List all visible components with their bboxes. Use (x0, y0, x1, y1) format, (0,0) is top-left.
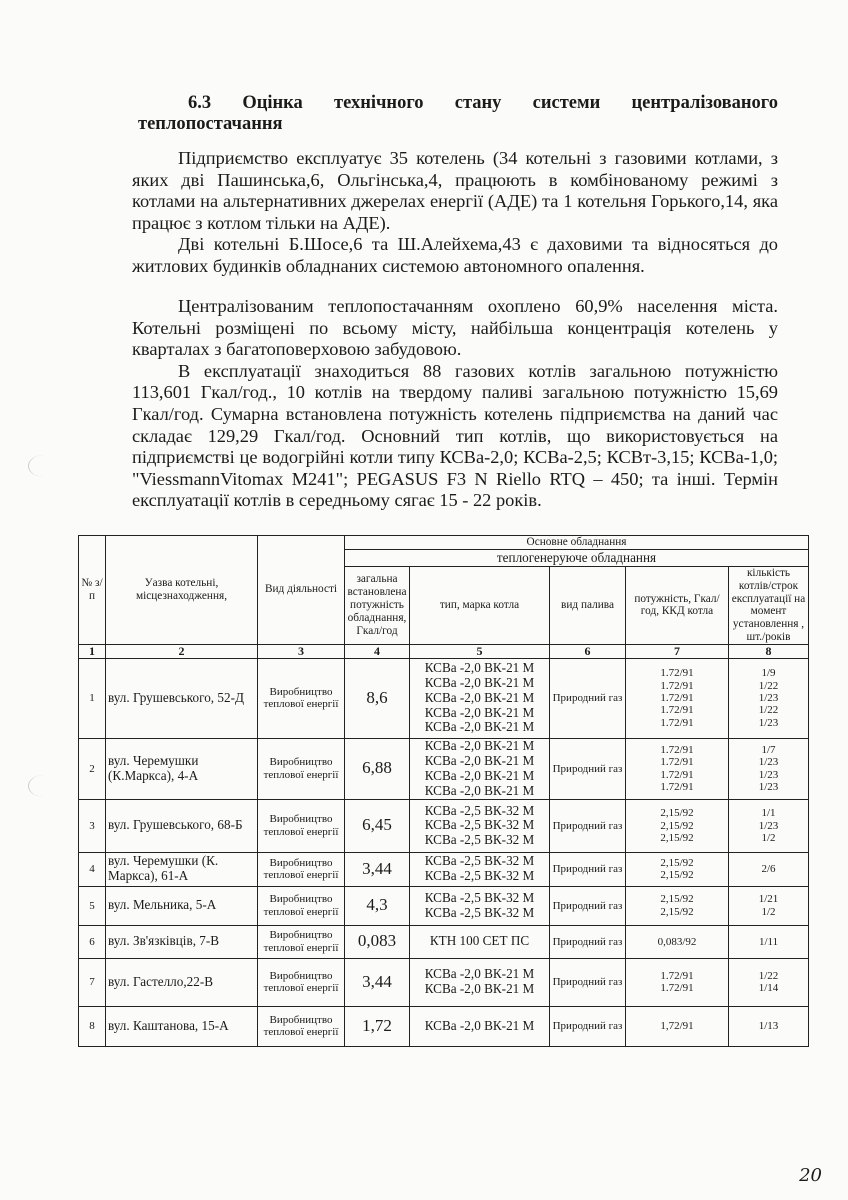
boiler-count-line: 1/22 (758, 969, 779, 982)
boiler-count-line: 1/23 (758, 716, 779, 729)
boiler-count-line: 1/14 (758, 982, 779, 995)
power-efficiency-line: 1.72/91 (660, 692, 694, 705)
power-efficiency-line: 1.72/91 (660, 982, 694, 995)
heading-word: технічного (334, 93, 424, 113)
activity-type: Виробництво теплової енергії (258, 658, 345, 738)
boiler-house-name: вул. Грушевського, 52-Д (106, 658, 258, 738)
boiler-model-line: КСВа -2,0 ВК-21 М (424, 752, 535, 768)
boiler-model-line: КСВа -2,0 ВК-21 М (424, 719, 535, 735)
paragraph: Централізованим теплопостачанням охоплено 60,9% населення міста. Котельні розміщені по всьому місту, найбільша концентрація котелень у кварталах з багатоповерховою забудовою. (132, 296, 778, 360)
boiler-house-name: вул. Гастелло,22-В (106, 958, 258, 1006)
boiler-model-line: КСВа -2,0 ВК-21 М (424, 704, 535, 720)
column-number: 3 (258, 644, 345, 658)
boiler-count (729, 738, 809, 799)
power-efficiency (626, 738, 729, 799)
power-efficiency-line: 0,083/92 (657, 935, 697, 948)
paragraph: В експлуатації знаходиться 88 газових котлів загальною потужністю 113,601 Гкал/год., 10 котлів на твердому паливі загальною потужністю 15,69 Гкал/год. Сумарна встановлена потужність котелень підприємства на даний час складає 129,29 Гкал/год. Основний тип котлів, що використовується на підприємстві це водогрійні котли типу КСВа-2,0; КСВа-2,5; КСВт-3,15; КСВа-1,0; "ViessmannVitomax M241"; PEGASUS F3 N Riello RTQ – 450; та інші. Термін експлуатації котлів в середньому сягає 15 - 22 років. (132, 360, 778, 511)
power-efficiency (626, 658, 729, 738)
boiler-count (729, 958, 809, 1006)
table-row (79, 925, 809, 958)
boiler-model-line: КТН 100 СЕТ ПС (429, 933, 530, 949)
header-activity: Вид діяльності (258, 536, 345, 645)
fuel-type: Природний газ (550, 886, 626, 925)
boiler-count-line: 1/2 (761, 831, 776, 844)
power-efficiency-line: 2,15/92 (660, 905, 694, 918)
heading-word: централізованого (631, 93, 778, 113)
fuel-type: Природний газ (550, 852, 626, 886)
power-efficiency-line: 1.72/91 (660, 781, 694, 794)
boiler-count-line: 1/23 (758, 692, 779, 705)
boiler-model (410, 925, 550, 958)
boiler-house-name: вул. Черемушки (К.Маркса), 4-А (106, 738, 258, 799)
boiler-count-line: 1/11 (758, 935, 779, 948)
table-row (79, 852, 809, 886)
section-number: 6.3 (188, 93, 212, 113)
boiler-model (410, 658, 550, 738)
activity-type: Виробництво теплової енергії (258, 925, 345, 958)
column-number-row (79, 644, 809, 658)
row-number: 2 (79, 738, 106, 799)
boiler-count (729, 799, 809, 852)
punch-hole-mark (28, 455, 59, 477)
boiler-model (410, 799, 550, 852)
paragraph: Дві котельні Б.Шосе,6 та Ш.Алейхема,43 є даховими та відносяться до житлових будинків обладнаних системою автономного опалення. (132, 234, 778, 276)
row-number: 1 (79, 658, 106, 738)
power-efficiency-line: 1,72/91 (660, 1020, 694, 1033)
equipment-table (78, 535, 809, 1047)
boiler-model-line: КСВа -2,5 ВК-32 М (424, 904, 535, 920)
boiler-count-line: 1/23 (758, 819, 779, 832)
power-efficiency-line: 2,15/92 (660, 807, 694, 820)
header-main-equipment: Основне обладнання (345, 536, 809, 550)
boiler-count-line: 1/1 (761, 807, 776, 820)
boiler-house-name: вул. Зв'язківців, 7-В (106, 925, 258, 958)
boiler-count-line: 1/23 (758, 768, 779, 781)
row-number: 3 (79, 799, 106, 852)
column-number: 4 (345, 644, 410, 658)
power-efficiency-line: 1.72/91 (660, 743, 694, 756)
boiler-count-line: 1/13 (758, 1020, 779, 1033)
header-count: кількість котлів/строк експлуатації на момент установлення , шт./років (729, 567, 809, 645)
column-number: 6 (550, 644, 626, 658)
boiler-model-line: КСВа -2,0 ВК-21 М (424, 782, 535, 798)
boiler-model-line: КСВа -2,5 ВК-32 М (424, 889, 535, 905)
power-efficiency-line: 1.72/91 (660, 667, 694, 680)
heading-word: Оцінка (242, 93, 303, 113)
activity-type: Виробництво теплової енергії (258, 799, 345, 852)
power-efficiency-line: 2,15/92 (660, 831, 694, 844)
power-efficiency (626, 886, 729, 925)
power-efficiency (626, 925, 729, 958)
total-power: 4,3 (345, 886, 410, 925)
boiler-model (410, 738, 550, 799)
fuel-type: Природний газ (550, 658, 626, 738)
power-efficiency-line: 1.72/91 (660, 716, 694, 729)
row-number: 8 (79, 1006, 106, 1046)
table-row (79, 799, 809, 852)
table-body (79, 658, 809, 1046)
boiler-count (729, 925, 809, 958)
boiler-count-line: 1/21 (758, 893, 779, 906)
heading-word: стану (454, 93, 502, 113)
boiler-model-line: КСВа -2,0 ВК-21 М (424, 966, 535, 982)
boiler-model (410, 852, 550, 886)
column-number: 8 (729, 644, 809, 658)
boiler-house-name: вул. Каштанова, 15-А (106, 1006, 258, 1046)
boiler-model-line: КСВа -2,5 ВК-32 М (424, 853, 535, 869)
power-efficiency-line: 1.72/91 (660, 969, 694, 982)
column-number: 7 (626, 644, 729, 658)
fuel-type: Природний газ (550, 799, 626, 852)
boiler-model-line: КСВа -2,0 ВК-21 М (424, 981, 535, 997)
column-number: 2 (106, 644, 258, 658)
table-row (79, 886, 809, 925)
fuel-type: Природний газ (550, 958, 626, 1006)
header-model: тип, марка котла (410, 567, 550, 645)
boiler-model-line: КСВа -2,0 ВК-21 М (424, 675, 535, 691)
intro-paragraphs (132, 148, 778, 278)
column-number: 1 (79, 644, 106, 658)
main-paragraphs (132, 296, 778, 512)
boiler-count (729, 1006, 809, 1046)
total-power: 6,88 (345, 738, 410, 799)
boiler-model-line: КСВа -2,0 ВК-21 М (424, 689, 535, 705)
table-row (79, 958, 809, 1006)
table-row (79, 738, 809, 799)
boiler-house-name: вул. Грушевського, 68-Б (106, 799, 258, 852)
boiler-count-line: 1/22 (758, 679, 779, 692)
boiler-model-line: КСВа -2,0 ВК-21 М (424, 767, 535, 783)
activity-type: Виробництво теплової енергії (258, 738, 345, 799)
table-row (79, 1006, 809, 1046)
header-heat-equipment: теплогенеруюче обладнання (345, 550, 809, 567)
boiler-count-line: 2/6 (761, 863, 776, 876)
power-efficiency (626, 852, 729, 886)
page-number: 20 (799, 1165, 822, 1186)
table-row (79, 658, 809, 738)
section-heading-line1 (138, 93, 778, 114)
fuel-type: Природний газ (550, 738, 626, 799)
boiler-house-name: вул. Мельника, 5-А (106, 886, 258, 925)
section-heading (138, 93, 778, 135)
row-number: 4 (79, 852, 106, 886)
fuel-type: Природний газ (550, 925, 626, 958)
boiler-model-line: КСВа -2,5 ВК-32 М (424, 832, 535, 848)
boiler-count (729, 658, 809, 738)
row-number: 6 (79, 925, 106, 958)
power-efficiency (626, 799, 729, 852)
row-number: 5 (79, 886, 106, 925)
boiler-count-line: 1/22 (758, 704, 779, 717)
activity-type: Виробництво теплової енергії (258, 958, 345, 1006)
total-power: 1,72 (345, 1006, 410, 1046)
power-efficiency-line: 1.72/91 (660, 704, 694, 717)
total-power: 3,44 (345, 852, 410, 886)
boiler-model (410, 958, 550, 1006)
power-efficiency-line: 1.72/91 (660, 756, 694, 769)
boiler-count (729, 886, 809, 925)
fuel-type: Природний газ (550, 1006, 626, 1046)
total-power: 6,45 (345, 799, 410, 852)
row-number: 7 (79, 958, 106, 1006)
power-efficiency-line: 2,15/92 (660, 819, 694, 832)
boiler-model (410, 886, 550, 925)
activity-type: Виробництво теплової енергії (258, 852, 345, 886)
power-efficiency-line: 1.72/91 (660, 679, 694, 692)
boiler-model-line: КСВа -2,0 ВК-21 М (424, 738, 535, 754)
boiler-count (729, 852, 809, 886)
section-heading-line2: теплопостачання (138, 114, 283, 134)
boiler-model-line: КСВа -2,5 ВК-32 М (424, 817, 535, 833)
boiler-house-name: вул. Черемушки (К. Маркса), 61-А (106, 852, 258, 886)
header-fuel: вид палива (550, 567, 626, 645)
activity-type: Виробництво теплової енергії (258, 886, 345, 925)
header-num: № з/ п (79, 536, 106, 645)
total-power: 3,44 (345, 958, 410, 1006)
activity-type: Виробництво теплової енергії (258, 1006, 345, 1046)
boiler-count-line: 1/23 (758, 756, 779, 769)
boiler-model-line: КСВа -2,0 ВК-21 М (424, 1017, 535, 1033)
boiler-model-line: КСВа -2,5 ВК-32 М (424, 868, 535, 884)
header-power-total: загальна встановлена потужність обладнання, Гкал/год (345, 567, 410, 645)
punch-hole-mark (28, 775, 59, 797)
boiler-count-line: 1/9 (761, 667, 776, 680)
boiler-model (410, 1006, 550, 1046)
power-efficiency-line: 1.72/91 (660, 768, 694, 781)
power-efficiency (626, 958, 729, 1006)
boiler-count-line: 1/7 (761, 743, 776, 756)
heading-word: системи (532, 93, 601, 113)
header-name: Уазва котельні, місцезнаходження, (106, 536, 258, 645)
header-power-eff: потужність, Гкал/год, ККД котла (626, 567, 729, 645)
boiler-model-line: КСВа -2,0 ВК-21 М (424, 660, 535, 676)
power-efficiency-line: 2,15/92 (660, 856, 694, 869)
boiler-model-line: КСВа -2,5 ВК-32 М (424, 802, 535, 818)
power-efficiency-line: 2,15/92 (660, 869, 694, 882)
header-row (79, 536, 809, 550)
total-power: 0,083 (345, 925, 410, 958)
power-efficiency-line: 2,15/92 (660, 893, 694, 906)
boiler-count-line: 1/2 (761, 905, 776, 918)
total-power: 8,6 (345, 658, 410, 738)
column-number: 5 (410, 644, 550, 658)
power-efficiency (626, 1006, 729, 1046)
boiler-count-line: 1/23 (758, 781, 779, 794)
paragraph: Підприємство експлуатує 35 котелень (34 котельні з газовими котлами, з яких дві Пашинська,6, Ольгінська,4, працюють в комбінованому режимі з котлами на альтернативних джерелах енергії (АДЕ) та 1 котельня Горького,14, яка працює з котлом тільки на АДЕ). (132, 148, 778, 233)
